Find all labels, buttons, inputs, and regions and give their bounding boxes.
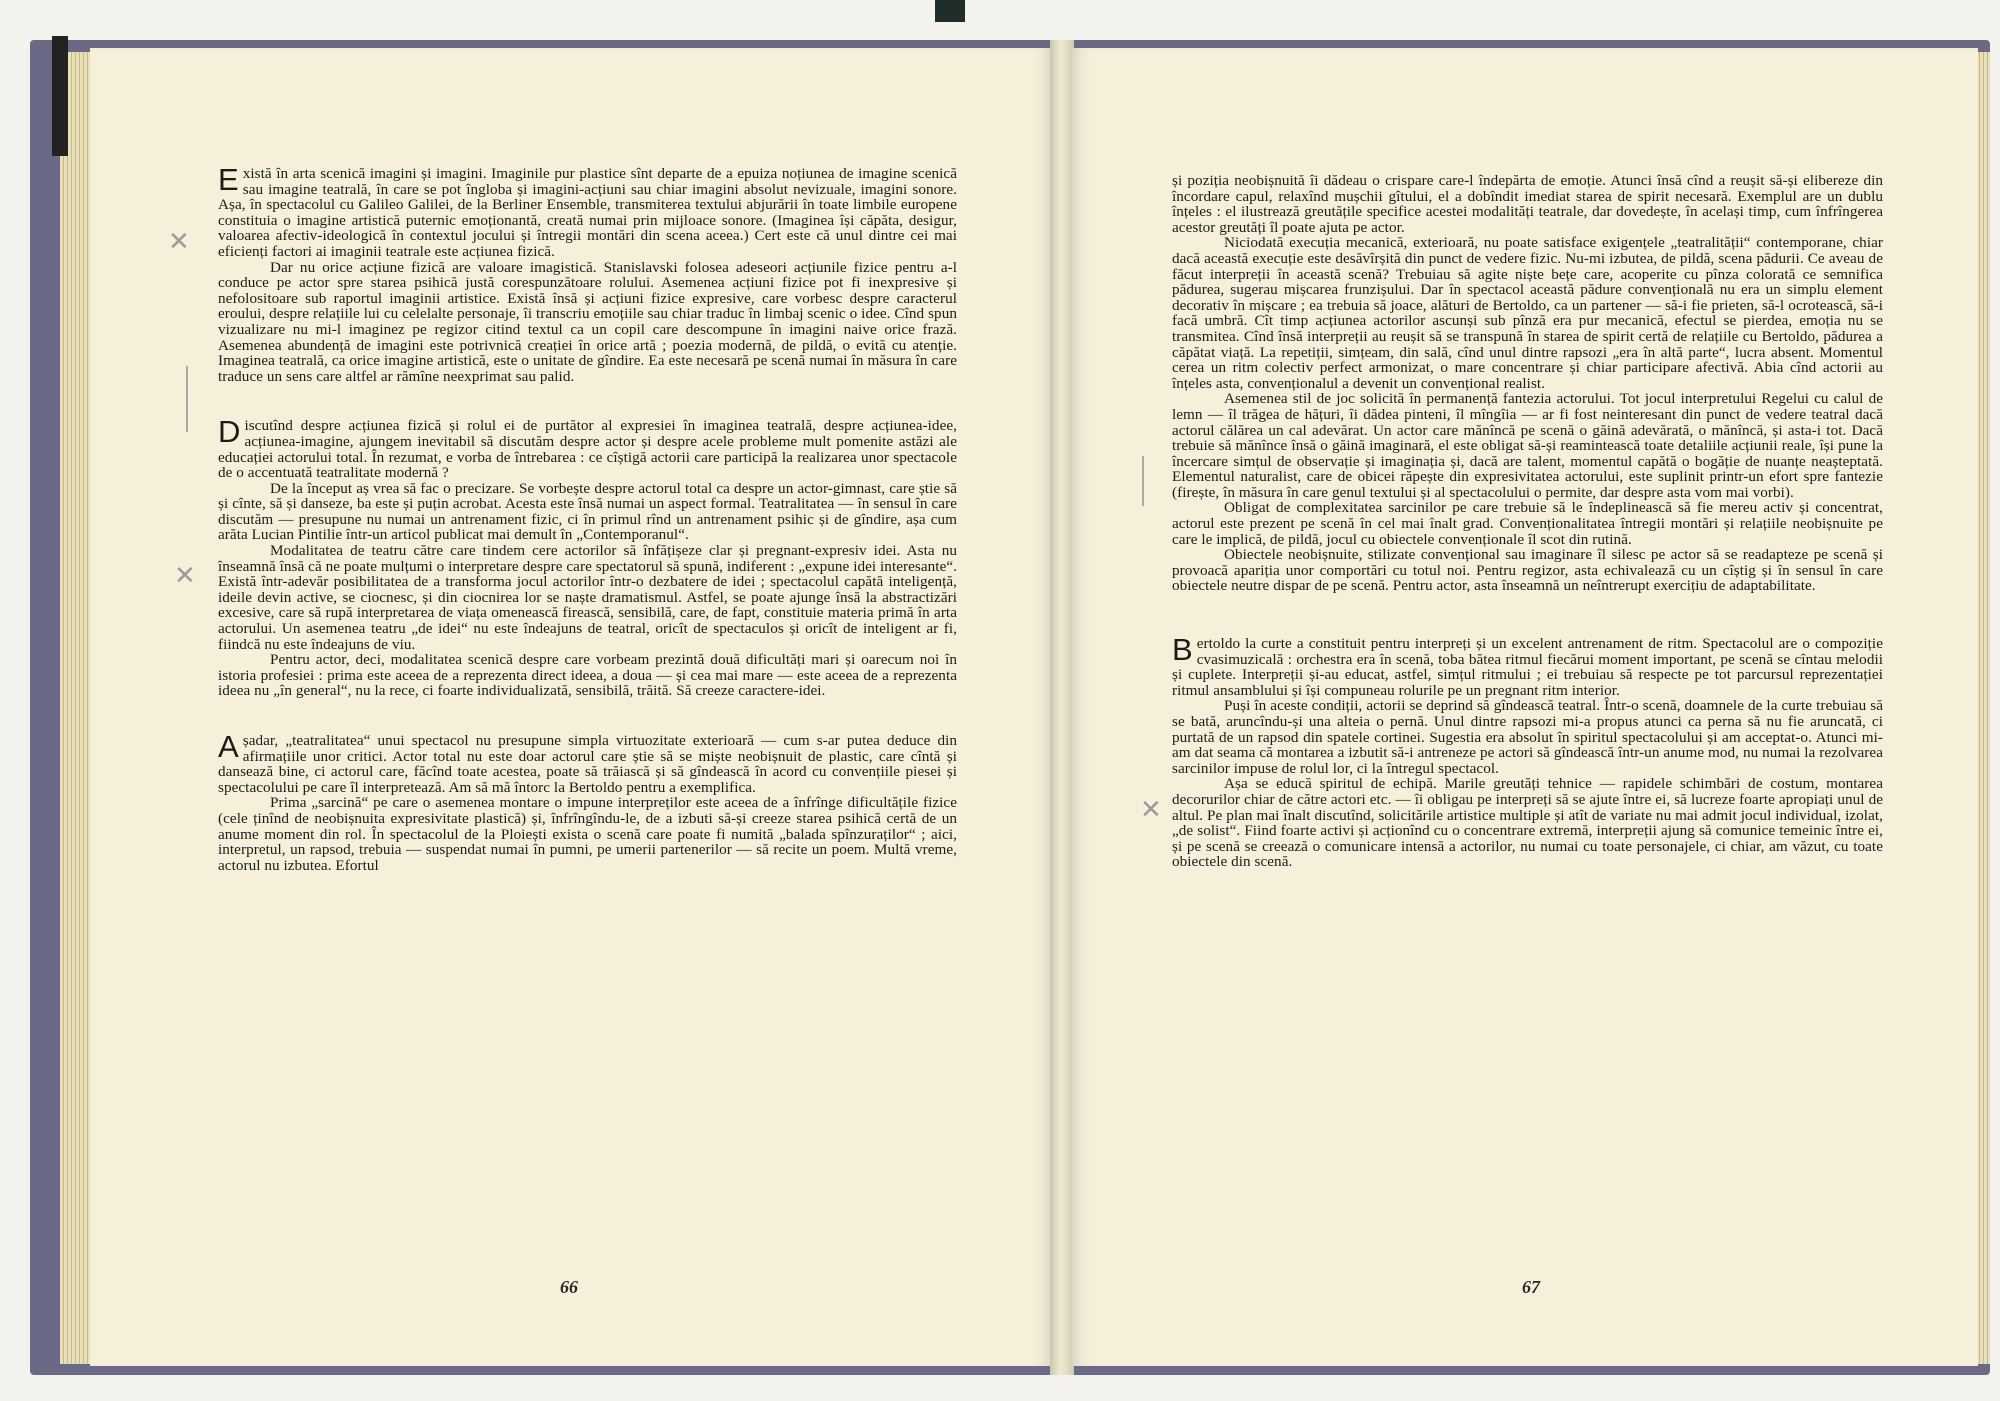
paragraph: Obiectele neobișnuite, stilizate convențional sau imaginare îl silesc pe actor să se readapteze pe scenă și provoacă apariția unor comportări cu totul noi. Pentru regizor, asta echivalează cu un cîștig și în sensul în care obiectele neutre dispar de pe scenă. Pentru actor, asta înseamnă un neîntrerupt exercițiu de adaptabilitate. (1172, 546, 1883, 595)
book-spine (1050, 40, 1074, 1375)
pencil-cross-mark: ✕ (168, 226, 190, 256)
drop-cap: D (218, 414, 241, 450)
left-section-3 (218, 729, 957, 874)
paragraph: De la început aș vrea să fac o precizare. Se vorbește despre actorul total ca despre un actor-gimnast, care știe să și cînte, să și danseze, ba este și puțin acrobat. Acesta este însă numai un aspect formal. Teatralitatea — în sensul în care discutăm — presupune nu numai un antrenament fizic, ci în primul rînd un antrenament psihic și de gîndire, așa cum arăta Lucian Pintilie într-un articol publicat mai demult în „Contemporanul“. (218, 479, 957, 544)
paragraph: Asemenea stil de joc solicită în permanență fantezia actorului. Tot jocul interpretului Regelui cu calul de lemn — îl trăgea de hățuri, îi dădea pinteni, îl mîngîia — ar fi fost neinteresant din punct de vedere teatral dacă actorul călărea un cal adevărat. Un actor care mănîncă pe scenă o găină adevărată, o mănîncă, și asta-i tot. Dacă trebuie să mănînce însă o găină imaginară, el este obligat să-și reamintească toate detaliile acțiunii reale, își pune la încercare simțul de observație și imaginația și, dacă are talent, momentul capătă o bogăție de nuanțe neașteptată. Elementul naturalist, care de obicei răpește din expresivitatea actorului, este suplinit printr-un efort spre fantezie (firește, în măsura în care genul textului și al spectacolului o permite, dar despre asta vom mai vorbi). (1172, 390, 1883, 501)
page-edges-right (1976, 52, 1990, 1364)
paragraph: Prima „sarcină“ pe care o asemenea montare o impune interpreților este aceea de a înfrînge dificultățile fizice (cele ținînd de neobișnuita expresivitate plastică) și, înfrîngîndu-le, de a izbuti să-și creeze starea psihică certă de un anume moment din rol. În spectacolul de la Ploiești exista o scenă care poate fi numită „balada spînzuraților“ ; aici, interpretul, un rapsod, trebuia — suspendat numai în pumni, pe umerii partenerilor — să recite un poem. Multă vreme, actorul nu izbutea. Efortul (218, 794, 957, 874)
paragraph: Pentru actor, deci, modalitatea scenică despre care vorbeam prezintă două dificultăți mari și oarecum noi în istoria profesiei : prima este aceea de a reprezenta direct ideea, a doua — și cea mai mare — este aceea de a reprezenta ideea nu „în general“, nu la rece, ci foarte individualizată, sensibilă, trăită. Să creeze caractere-idei. (218, 651, 957, 700)
paragraph: și poziția neobișnuită îi dădeau o crispare care-l îndepărta de emoție. Atunci însă cînd a reușit să-și elibereze din încordare capul, relaxînd mușchii gîtului, el a dobîndit imediat starea de spirit necesară. Exemplul are un dublu înțeles : el ilustrează greutățile specifice acestei modalități teatrale, dar dovedește, în același timp, cum înfrîngerea acestor greutăți îl poate ajuta pe actor. (1172, 172, 1883, 236)
right-page (1072, 48, 1978, 1366)
right-section-1 (1172, 173, 1883, 594)
left-section-2 (218, 414, 957, 700)
drop-cap: B (1172, 632, 1193, 668)
paragraph: Modalitatea de teatru către care tindem cere actorilor să înfățișeze clar și pregnant-expresiv idei. Asta nu înseamnă însă că ne poate mulțumi o interpretare despre care spectatorul să spună, indiferent : „expune idei interesante“. Există într-adevăr posibilitatea de a transforma jocul actorilor într-o dezbatere de idei ; spectacolul capătă inteligență, ideile devin active, se ciocnesc, și din ciocnirea lor se naște dramatismul. Astfel, se poate ajunge însă la abstractizări excesive, care să rupă interpretarea de viața omenească firească, sensibilă, care, de fapt, constituie materia primă în arta actorului. Un asemenea teatru „de idei“ nu este îndeajuns de teatral, oricît de spectaculos și oricît de inteligent ar fi, fiindcă nu este îndeajuns de viu. (218, 542, 957, 653)
paragraph: Așa se educă spiritul de echipă. Marile greutăți tehnice — rapidele schimbări de costum, montarea decorurilor chiar de către actori etc. — îi obligau pe interpreți să se ajute între ei, să lucreze foarte apropiați unul de altul. Pe plan mai înalt discutînd, solicitările artistice multiple și atît de variate nu mai admit jocul individual, izolat, „de solist“. Fiind foarte activi și acționînd cu o concentrare extremă, interpreții ajung să comunice temeinic între ei, și pe scenă se creează o comunicare intensă a actorilor, nu numai cu toate personajele, ci chiar, am văzut, cu toate obiectele din scenă. (1172, 775, 1883, 871)
pencil-cross-mark: ✕ (174, 560, 196, 590)
left-section-1 (218, 162, 957, 385)
paragraph: Există în arta scenică imagini și imagini. Imaginile pur plastice sînt departe de a epuiza noțiunea de imagine scenică sau imagine teatrală, în care se pot îngloba și imagini-acțiuni sau chiar imagini absolut nevizuale, imagini sonore. Așa, în spectacolul cu Galileo Galilei, de la Berliner Ensemble, transmiterea textului abjurării în toate limbile europene constituia o imagine artistică puternic emoționantă, creată numai prin mijloace sonore. (Imaginea își căpăta, desigur, valoarea afectiv-ideologică în contextul jocului și întregii montări din scena aceea.) Cert este că unul dintre cei mai eficienți factori ai imaginii teatrale este acțiunea fizică. (218, 162, 957, 260)
page-clip (935, 0, 965, 22)
left-page (90, 48, 1052, 1366)
paragraph: Așadar, „teatralitatea“ unui spectacol nu presupune simpla virtuozitate exterioară — cum s-ar putea deduce din afirmațiile unor critici. Actor total nu este doar actorul care știe să se miște neobișnuit de plastic, care cîntă și dansează bine, ci actorul care, făcînd toate acestea, poate să trăiască și să gîndească în acord cu convențiile piesei și spectacolului pe care îl interpretează. Am să mă întorc la Bertoldo pentru a exemplifica. (218, 729, 957, 796)
paragraph: Niciodată execuția mecanică, exterioară, nu poate satisface exigențele „teatralității“ contemporane, chiar dacă această execuție este desăvîrșită din punct de vedere fizic. Nu-mi izbutea, de pildă, scena pădurii. Ce aveau de făcut interpreții în această scenă? Trebuiau să agite niște bețe care, acoperite cu pînza colorată ce semnifica pădurea, sugerau mișcarea frunzișului. Dar în spectacol această pădure convențională nu era un simplu element decorativ în mișcare ; ea trebuia să joace, alături de Bertoldo, ca un partener — să-i fie prieten, să-l ocrotească, să-i facă umbră. Cît timp acțiunea actorilor ascunși sub pînză era pur mecanică, efectul se pierdea, emoția nu se transmitea. Cînd însă interpreții au reușit să se transpună în starea de spirit certă de relațiile cu Bertoldo, pădurea a căpătat viață. La repetiții, simțeam, din sală, cînd unul dintre rapsozi „era în altă parte“, lucra absent. Momentul cerea un ritm colectiv perfect armonizat, o mare concentrare și chiar participare afectivă. Abia cînd actorii au înțeles asta, convenționalul a devenit un convențional realist. (1172, 234, 1883, 392)
paragraph: Discutînd despre acțiunea fizică și rolul ei de purtător al expresiei în imaginea teatrală, despre acțiunea-idee, acțiunea-imagine, ajungem inevitabil să discutăm despre actor și despre acele probleme mult pomenite astăzi ale educației actorului total. În rezumat, e vorba de întrebarea : ce cîștigă actorii care participă la realizarea unor spectacole de o accentuată teatralitate modernă ? (218, 414, 957, 482)
page-edges-left (60, 52, 92, 1364)
paragraph: Obligat de complexitatea sarcinilor pe care trebuie să le îndeplinească să fie mereu activ și concentrat, actorul este prezent pe scenă în cel mai înalt grad. Convenționalitatea întregii montări și relațiile neobișnuite pe care le implică, de pildă, jocul cu obiectele convenționale îl scot din rutină. (1172, 499, 1883, 548)
book-spread (30, 40, 1990, 1375)
drop-cap: A (218, 729, 239, 764)
page-number: 66 (560, 1277, 578, 1297)
paragraph: Bertoldo la curte a constituit pentru interpreți și un excelent antrenament de ritm. Spectacolul are o compoziție cvasimuzicală : orchestra era în scenă, toba bătea ritmul fiecărui moment important, pe scenă se cîntau melodii și cuplete. Interpreții și-au educat, astfel, simțul ritmului ; ei trebuiau să respecte pe tot parcursul reprezentației ritmul ansamblului și își compuneau rolurile pe un pregnant ritm interior. (1172, 632, 1883, 699)
page-number: 67 (1522, 1277, 1540, 1297)
right-section-2 (1172, 632, 1883, 871)
bookmark-tab (52, 36, 68, 156)
paragraph: Puși în aceste condiții, actorii se deprind să gîndească teatral. Într-o scenă, doamnele de la curte trebuiau să se bată, aruncîndu-și una alteia o pernă. Unul dintre rapsozi mi-a propus atunci ca perna să nu fie aruncată, ci purtată de un rapsod din spatele cortinei. Sugestia era absolut în spiritul spectacolului și am acceptat-o. Atunci mi-am dat seama că montarea a izbutit să-i antreneze pe actori să gîndească într-un anume mod, nu numai la rezolvarea sarcinilor impuse de rolul lor, ci la întregul spectacol. (1172, 697, 1883, 777)
pencil-margin-line (1142, 456, 1144, 506)
paragraph: Dar nu orice acțiune fizică are valoare imagistică. Stanislavski folosea adeseori acțiunile fizice pentru a-l conduce pe actor spre starea psihică justă corespunzătoare rolului. Asemenea acțiuni fizice pot fi inexpresive și nefolositoare sub raportul imaginii artistice. Există însă și acțiuni fizice expresive, care vorbesc despre caracterul eroului, despre relațiile lui cu celelalte personaje, îi transcriu emoțiile sau chiar traduc în limbaj scenic o idee. Cînd spun vizualizare nu mi-l imaginez pe regizor citind textul ca un copil care descompune în imagini naive orice frază. Asemenea abundență de imagini este potrivnică creației în orice artă ; poezia modernă, de pildă, o evită cu atenție. Imaginea teatrală, ca orice imagine artistică, este o unitate de gîndire. Ea este necesară pe scenă numai în măsura în care traduce un sens care altfel ar rămîne neexprimat sau palid. (218, 258, 957, 385)
drop-cap: E (218, 162, 239, 197)
pencil-margin-line (186, 366, 188, 432)
pencil-cross-mark: ✕ (1140, 794, 1162, 824)
